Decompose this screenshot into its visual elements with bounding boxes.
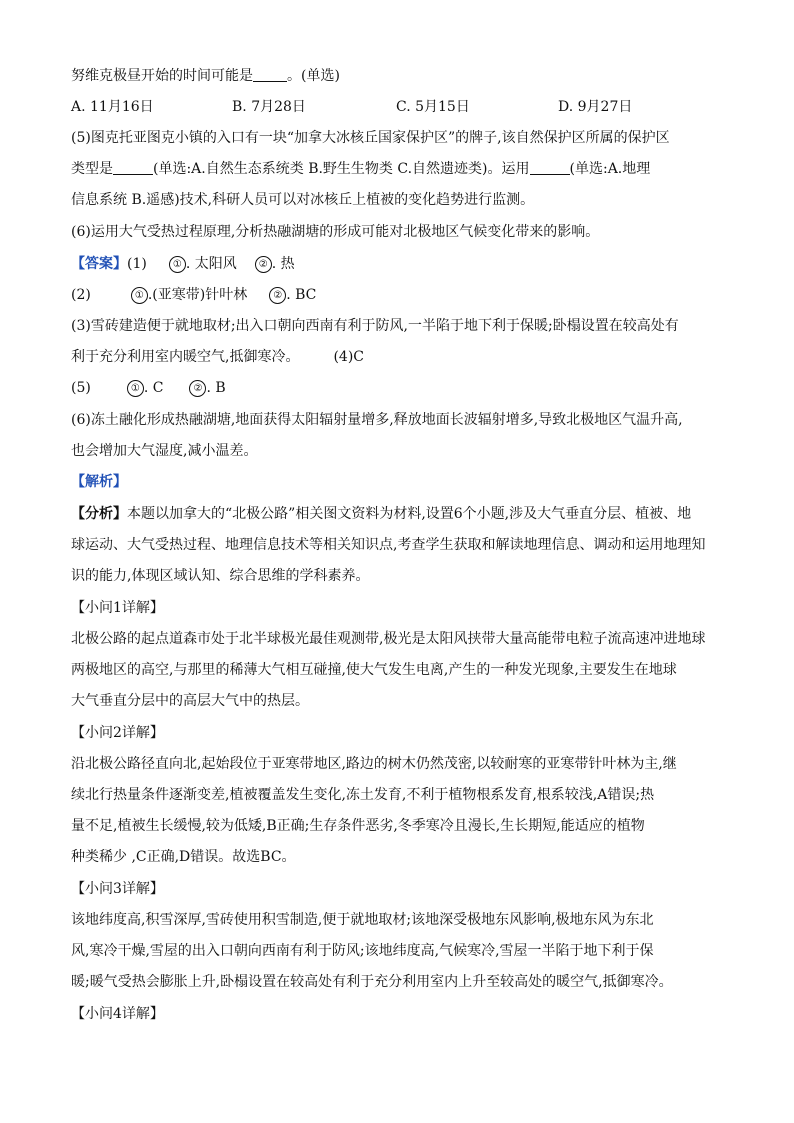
answer-3-line-2	[71, 347, 731, 367]
subq-2-line-3: 量不足,植被生长缓慢,较为低矮,B正确;生存条件恶劣,冬季寒冷且漫长,生长期短,能适应的植物	[71, 818, 645, 834]
answer-1-num: (1)	[127, 256, 147, 272]
fenxi-line-2: 球运动、大气受热过程、地理信息技术等相关知识点,考查学生获取和解读地理信息、调动和运用地理知	[71, 537, 706, 553]
q4-stem	[71, 66, 731, 86]
analysis-tag-line	[71, 472, 731, 492]
answer-line-2	[71, 285, 731, 305]
q5-line-2-b: (单选:A.自然生态系统类 B.野生生物类 C.自然遗迹类)。运用	[153, 161, 530, 177]
answer-5-text-1: . C	[143, 380, 164, 396]
q5-blank-2	[530, 160, 570, 175]
subq-4-title: 【小问4详解】	[71, 1006, 164, 1022]
q5-line-2	[71, 159, 731, 179]
subq-3-line-3: 暖;暖气受热会膨胀上升,卧榻设置在较高处有利于充分利用室内上升至较高处的暖空气,抵御寒冷。	[71, 974, 673, 990]
subq-3-title: 【小问3详解】	[71, 881, 164, 897]
answer-6-line-1: (6)冻土融化形成热融湖塘,地面获得太阳辐射量增多,释放地面长波辐射增多,导致北极地区气温升高,	[71, 412, 683, 428]
answer-2-marker-2: ②	[269, 287, 286, 304]
subq-2-line-1: 沿北极公路径直向北,起始段位于亚寒带地区,路边的树木仍然茂密,以较耐寒的亚寒带针叶林为主,继	[71, 756, 677, 772]
q4-answer-blank	[253, 67, 287, 82]
q5-line-2-a: 类型是	[71, 161, 113, 177]
subq-1-line-2: 两极地区的高空,与那里的稀薄大气相互碰撞,使大气发生电离,产生的一种发光现象,主要发生在地球	[71, 662, 677, 678]
answer-5-num: (5)	[71, 380, 91, 396]
fenxi-line-1	[71, 504, 731, 524]
q4-option-d: D. 9月27日	[558, 99, 633, 115]
answer-1-text-1: . 太阳风	[185, 256, 237, 272]
answer-3-line-1: (3)雪砖建造便于就地取材;出入口朝向西南有利于防风,一半陷于地下利于保暖;卧榻设置在较高处有	[71, 318, 679, 334]
answer-5-text-2: . B	[206, 380, 226, 396]
subq-1-line-3: 大气垂直分层中的高层大气中的热层。	[71, 693, 309, 709]
answer-2-marker-1: ①	[131, 287, 148, 304]
answer-6-line-2: 也会增加大气湿度,减小温差。	[71, 443, 258, 459]
answer-line-5	[71, 378, 731, 398]
fenxi-tag: 【分析】	[71, 506, 127, 522]
subq-2-title: 【小问2详解】	[71, 725, 164, 741]
answer-2-num: (2)	[71, 287, 91, 303]
subq-2-line-2: 续北行热量条件逐渐变差,植被覆盖发生变化,冻土发育,不利于植物根系发育,根系较浅,A错误;热	[71, 787, 655, 803]
subq-2-line-4: 种类稀少 ,C正确,D错误。故选BC。	[71, 849, 296, 865]
q5-line-1: (5)图克托亚图克小镇的入口有一块“加拿大冰核丘国家保护区”的牌子,该自然保护区所属的保护区	[71, 130, 670, 146]
answer-4: (4)C	[333, 349, 364, 365]
q5-line-2-c: (单选:A.地理	[569, 161, 651, 177]
q4-option-a: A. 11月16日	[71, 99, 154, 115]
subq-3-line-2: 风,寒冷干燥,雪屋的出入口朝向西南有利于防风;该地纬度高,气候寒冷,雪屋一半陷于地下利于保	[71, 943, 654, 959]
analysis-tag: 【解析】	[71, 474, 127, 490]
answer-tag: 【答案】	[71, 256, 127, 272]
answer-line-1	[71, 254, 731, 274]
answer-1-marker-2: ②	[255, 256, 272, 273]
q4-option-b: B. 7月28日	[232, 99, 306, 115]
subq-1-line-1: 北极公路的起点道森市处于北半球极光最佳观测带,极光是太阳风挟带大量高能带电粒子流高速冲进地球	[71, 631, 706, 647]
answer-5-marker-1: ①	[127, 380, 144, 397]
fenxi-line-3: 识的能力,体现区域认知、综合思维的学科素养。	[71, 568, 370, 584]
subq-3-line-1: 该地纬度高,积雪深厚,雪砖使用积雪制造,便于就地取材;该地深受极地东风影响,极地东风为东北	[71, 912, 654, 928]
answer-1-marker-1: ①	[169, 256, 186, 273]
q4-stem-text: 努维克极昼开始的时间可能是	[71, 68, 253, 84]
fenxi-line-1-text: 本题以加拿大的“北极公路”相关图文资料为材料,设置6个小题,涉及大气垂直分层、植被、地	[127, 506, 692, 522]
q5-line-3: 信息系统 B.遥感)技术,科研人员可以对冰核丘上植被的变化趋势进行监测。	[71, 192, 535, 208]
q4-option-c: C. 5月15日	[396, 99, 470, 115]
answer-2-text-2: . BC	[286, 287, 317, 303]
answer-2-text-1: .(亚寒带)针叶林	[147, 287, 248, 303]
answer-3-line-2-text: 利于充分利用室内暖空气,抵御寒冷。	[71, 349, 300, 365]
answer-1-text-2: . 热	[271, 256, 295, 272]
q4-stem-suffix: 。(单选)	[287, 68, 340, 84]
answer-5-marker-2: ②	[189, 380, 206, 397]
q5-blank-1	[113, 160, 153, 175]
q6-line-1: (6)运用大气受热过程原理,分析热融湖塘的形成可能对北极地区气候变化带来的影响。	[71, 224, 600, 240]
subq-1-title: 【小问1详解】	[71, 600, 164, 616]
